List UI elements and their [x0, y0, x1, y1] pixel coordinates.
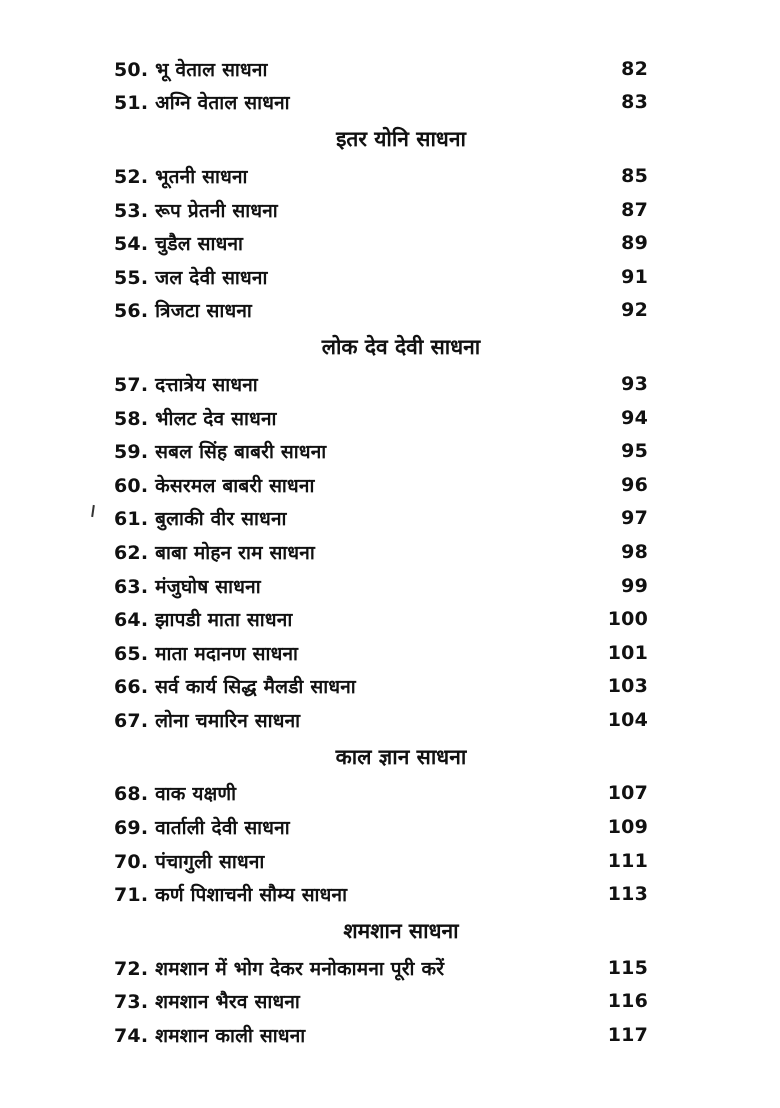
toc-entry-page-number: 83	[621, 91, 648, 114]
toc-entry-label	[114, 438, 326, 464]
toc-entry-label	[114, 814, 290, 840]
toc-entry-page-number: 111	[607, 849, 648, 872]
toc-entry-label	[114, 297, 252, 323]
toc-entry	[114, 468, 648, 502]
toc-entry-number: 61.	[114, 508, 149, 531]
toc-entry	[114, 569, 648, 603]
toc-entry-title: लोना चमारिन साधना	[155, 709, 301, 732]
toc-entry-page-number: 92	[621, 299, 648, 322]
toc-entry-number: 74.	[114, 1025, 149, 1048]
toc-entry-page-number: 113	[607, 883, 648, 906]
toc-entry-number: 58.	[114, 407, 149, 430]
toc-entry-number: 67.	[114, 709, 149, 732]
toc-entry	[114, 985, 648, 1019]
toc-entry-title: केसरमल बाबरी साधना	[155, 474, 315, 497]
toc-entry-page-number: 98	[621, 540, 648, 563]
toc-entry-number: 66.	[114, 676, 149, 699]
toc-entry-number: 70.	[114, 850, 149, 873]
toc-entry-title: बाबा मोहन राम साधना	[155, 541, 315, 564]
toc-entry-page-number: 97	[621, 507, 648, 530]
toc-entry-page-number: 109	[607, 816, 648, 839]
toc-entry-page-number: 91	[621, 265, 648, 288]
toc-entry-title: अग्नि वेताल साधना	[155, 92, 290, 115]
toc-entry	[114, 703, 648, 737]
toc-entry	[114, 367, 648, 401]
toc-entry-label	[114, 405, 277, 431]
toc-entry-number: 53.	[114, 199, 149, 222]
toc-entry-label	[114, 988, 300, 1014]
toc-entry-label	[114, 197, 278, 223]
toc-entry-number: 50.	[114, 58, 149, 81]
toc-entry-page-number: 107	[607, 782, 648, 805]
toc-entry-number: 57.	[114, 373, 149, 396]
toc-entry	[114, 602, 648, 636]
toc-entry	[114, 877, 648, 911]
toc-entry	[114, 535, 648, 569]
toc-entry-title: त्रिजटा साधना	[155, 300, 253, 323]
toc-entry	[114, 434, 648, 468]
toc-entry	[114, 777, 648, 811]
toc-entry-title: रूप प्रेतनी साधना	[155, 199, 278, 222]
toc-entry-number: 69.	[114, 817, 149, 840]
toc-entry-label	[114, 539, 315, 565]
toc-entry-title: शमशान में भोग देकर मनोकामना पूरी करें	[155, 957, 445, 980]
toc-entry-title: वार्ताली देवी साधना	[155, 817, 290, 840]
toc-entry-label	[114, 89, 290, 115]
toc-entry	[114, 159, 648, 193]
toc-entry	[114, 844, 648, 878]
toc-entry	[114, 401, 648, 435]
toc-entry-title: शमशान भैरव साधना	[155, 991, 300, 1014]
toc-entry-label	[114, 955, 444, 981]
toc-entry-title: दत्तात्रेय साधना	[155, 373, 258, 396]
toc-entry-label	[114, 472, 315, 498]
toc-entry-page-number: 104	[607, 708, 648, 731]
toc-entry-number: 54.	[114, 233, 149, 256]
toc-entry-title: चुडैल साधना	[155, 233, 244, 256]
toc-entry-title: भूतनी साधना	[155, 165, 248, 188]
toc-entry-label	[114, 881, 347, 907]
toc-entry	[114, 1018, 648, 1052]
toc-entry-number: 65.	[114, 642, 149, 665]
toc-entry-title: झापडी माता साधना	[155, 609, 293, 632]
section-heading: इतर योनि साधना	[336, 127, 466, 152]
toc-entry-label	[114, 371, 258, 397]
toc-entry-title: कर्ण पिशाचनी सौम्य साधना	[155, 884, 348, 907]
section-heading: काल ज्ञान साधना	[335, 744, 467, 769]
toc-entry-title: सर्व कार्य सिद्ध मैलडी साधना	[155, 676, 356, 699]
toc-entry-title: सबल सिंह बाबरी साधना	[155, 441, 327, 464]
toc-entry-number: 71.	[114, 884, 149, 907]
toc-entry-title: जल देवी साधना	[155, 266, 268, 289]
toc-entry-label	[114, 230, 243, 256]
toc-entry	[114, 86, 648, 120]
toc-entry-page-number: 101	[607, 641, 648, 664]
toc-entry-page-number: 93	[621, 372, 648, 395]
toc-entry-number: 55.	[114, 266, 149, 289]
toc-entry-label	[114, 56, 268, 82]
toc-entry-label	[114, 264, 268, 290]
toc-entry-page-number: 103	[607, 675, 648, 698]
section-heading: शमशान साधना	[343, 919, 459, 944]
toc-entry-number: 59.	[114, 441, 149, 464]
toc-entry-label	[114, 505, 287, 531]
toc-entry-label	[114, 573, 261, 599]
toc-entry-number: 64.	[114, 609, 149, 632]
toc-entry	[114, 294, 648, 328]
toc-entry-title: मंजुघोष साधना	[155, 575, 261, 598]
toc-entry-number: 52.	[114, 165, 149, 188]
toc-entry	[114, 636, 648, 670]
toc-entry-label	[114, 707, 300, 733]
toc-entry-title: पंचागुली साधना	[155, 850, 265, 873]
toc-entry-page-number: 89	[621, 232, 648, 255]
toc-entry-page-number: 96	[621, 473, 648, 496]
toc-entry-page-number: 99	[621, 574, 648, 597]
toc-entry-title: माता मदानण साधना	[155, 642, 299, 665]
toc-entry	[114, 810, 648, 844]
scan-mark	[91, 505, 95, 517]
toc-entry-title: भू वेताल साधना	[155, 58, 268, 81]
toc-entry	[114, 502, 648, 536]
toc-entry	[114, 226, 648, 260]
toc-entry-page-number: 115	[607, 956, 648, 979]
toc-entry	[114, 260, 648, 294]
toc-entry-number: 63.	[114, 575, 149, 598]
table-of-contents	[114, 52, 648, 1052]
toc-entry-title: भीलट देव साधना	[155, 407, 277, 430]
section-heading: लोक देव देवी साधना	[321, 335, 481, 360]
toc-entry-title: बुलाकी वीर साधना	[155, 508, 287, 531]
toc-entry-page-number: 82	[621, 57, 648, 80]
toc-entry-number: 51.	[114, 92, 149, 115]
toc-entry-page-number: 116	[607, 990, 648, 1013]
toc-entry-title: शमशान काली साधना	[155, 1025, 306, 1048]
toc-entry-page-number: 95	[621, 440, 648, 463]
toc-entry-number: 68.	[114, 783, 149, 806]
toc-entry-label	[114, 1022, 305, 1048]
toc-entry-number: 60.	[114, 474, 149, 497]
toc-entry-label	[114, 848, 265, 874]
toc-entry	[114, 52, 648, 86]
toc-entry	[114, 670, 648, 704]
toc-entry-page-number: 117	[607, 1024, 648, 1047]
toc-entry-page-number: 100	[607, 608, 648, 631]
toc-entry-label	[114, 780, 236, 806]
toc-entry-number: 73.	[114, 991, 149, 1014]
toc-entry-title: वाक यक्षणी	[155, 783, 237, 806]
toc-entry-label	[114, 163, 248, 189]
toc-entry-number: 72.	[114, 957, 149, 980]
toc-entry-label	[114, 673, 356, 699]
toc-entry-label	[114, 606, 292, 632]
toc-entry-number: 56.	[114, 300, 149, 323]
toc-entry-label	[114, 640, 298, 666]
toc-entry-page-number: 94	[621, 406, 648, 429]
toc-entry	[114, 193, 648, 227]
toc-entry-page-number: 87	[621, 198, 648, 221]
toc-entry-page-number: 85	[621, 164, 648, 187]
toc-entry	[114, 951, 648, 985]
toc-entry-number: 62.	[114, 541, 149, 564]
